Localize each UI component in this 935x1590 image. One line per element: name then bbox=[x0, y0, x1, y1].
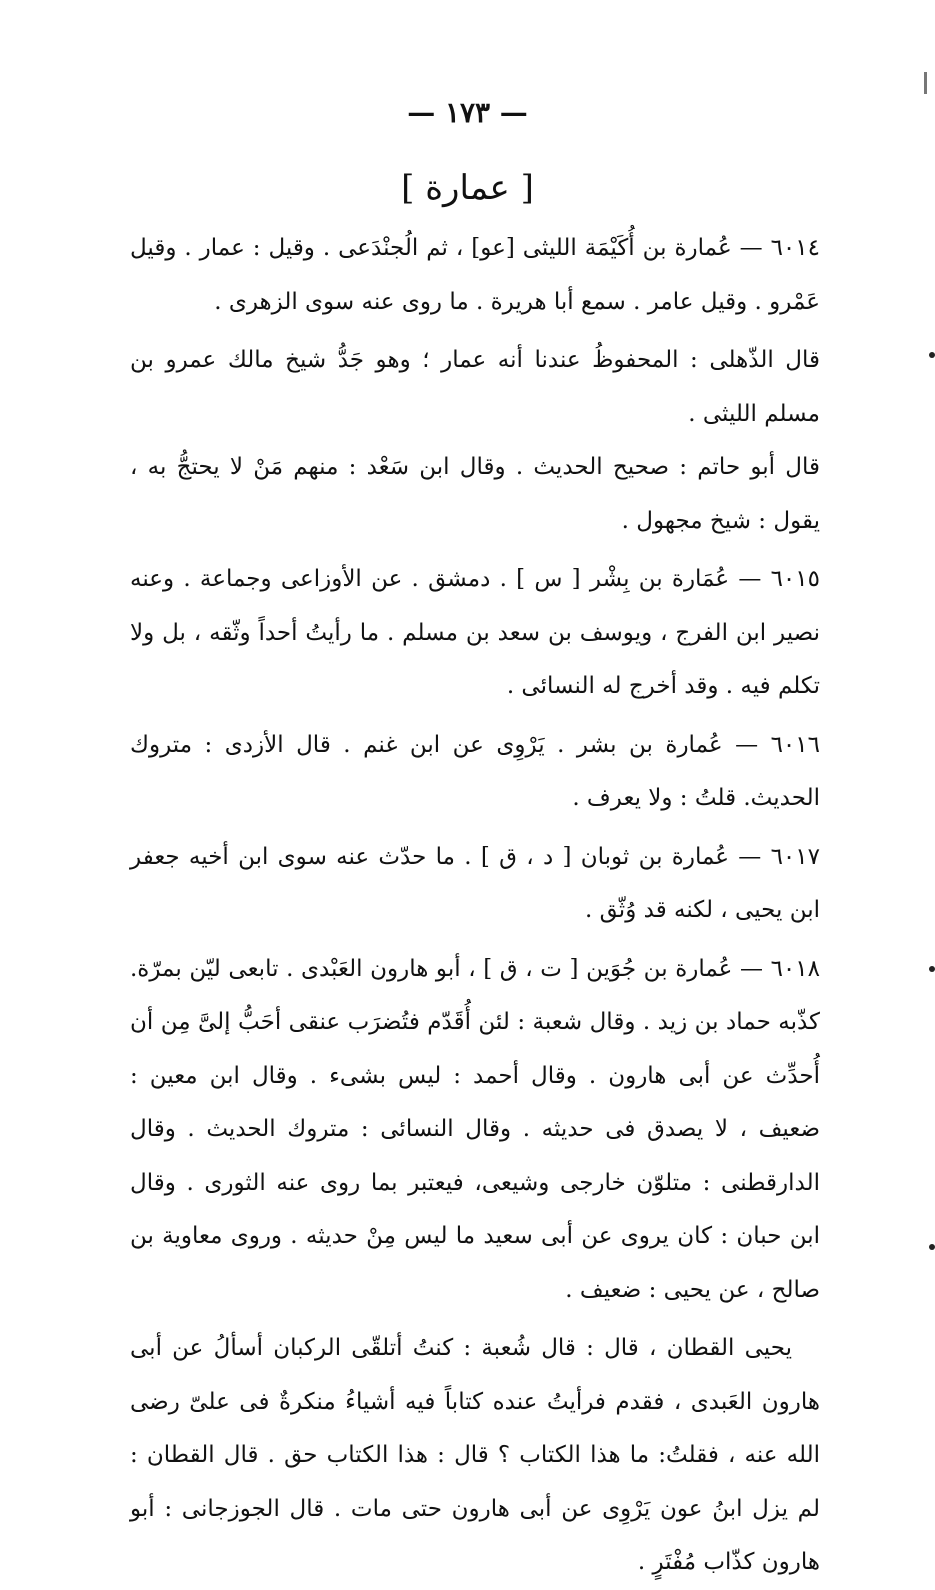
margin-dot bbox=[929, 1244, 935, 1250]
margin-dot bbox=[929, 966, 935, 972]
qattan-note: يحيى القطان ، قال : قال شُعبة : كنتُ أتلقّى الركبان أسألُ عن أبى هارون العَبدى ، فقدم فرأيتُ عنده كتاباً فيه أشياءُ منكرةٌ فى علىّ رضى الله عنه ، فقلتُ: ما هذا الكتاب ؟ قال : هذا الكتاب حق . قال القطان : لم يزل ابنُ عون يَرْوِى عن أبى هارون حتى مات . قال الجوزجانى : أبو هارون كذّاب مُفْتَرٍ . bbox=[130, 1335, 820, 1575]
entry-6018: ٦٠١٨ — عُمارة بن جُوَين [ ت ، ق ] ، أبو هارون العَبْدى . تابعى ليّن بمرّة. كذّبه حماد بن زيد . وقال شعبة : لئن أُقَدّم فتُضرَب عنقى أحَبُّ إلىَّ مِن أن أُحدِّث عن أبى هارون . وقال أحمد : ليس بشىء . وقال ابن معين : ضعيف ، لا يصدق فى حديثه . وقال النسائى : متروك الحديث . وقال الدارقطنى : متلوّن خارجى وشيعى، فيعتبر بما روى عنه الثورى . وقال ابن حبان : كان يروى عن أبى سعيد ما ليس مِنْ حديثه . وروى معاوية بن صالح ، عن يحيى : ضعيف . bbox=[130, 955, 820, 1303]
margin-dot bbox=[929, 352, 935, 358]
abu-hatim-note: قال أبو حاتم : صحيح الحديث . وقال ابن سَعْد : منهم مَنْ لا يحتجُّ به ، يقول : شيخ مجهول . bbox=[130, 454, 820, 534]
entry-6017: ٦٠١٧ — عُمارة بن ثوبان [ د ، ق ] . ما حدّث عنه سوى ابن أخيه جعفر ابن يحيى ، لكنه قد وُثّق . bbox=[130, 843, 820, 923]
dhuhli-note: قال الذّهلى : المحفوظُ عندنا أنه عمار ؛ وهو جَدُّ شيخ مالك عمرو بن مسلم الليثى . bbox=[130, 347, 820, 427]
entry-6014: ٦٠١٤ — عُمارة بن أُكَيْمَة الليثى [عو] ، ثم الُجنْدَعى . وقيل : عمار . وقيل عَمْرو . وقيل عامر . سمع أبا هريرة . ما روى عنه سوى الزهرى . bbox=[130, 235, 820, 315]
section-heading: [ عمارة ] bbox=[401, 168, 534, 208]
body-text bbox=[130, 222, 820, 1590]
page-number: — ١٧٣ — bbox=[407, 96, 528, 129]
entry-6016: ٦٠١٦ — عُمارة بن بشر . يَرْوِى عن ابن غنم . قال الأزدى : متروك الحديث. قلتُ : ولا يعرف . bbox=[130, 731, 820, 811]
margin-tick bbox=[924, 72, 927, 94]
entry-6015: ٦٠١٥ — عُمَارة بن بِشْر [ س ] . دمشق . عن الأوزاعى وجماعة . وعنه نصير ابن الفرج ، ويوسف بن سعد بن مسلم . ما رأيتُ أحداً وثّقه ، بل ولا تكلم فيه . وقد أخرج له النسائى . bbox=[130, 566, 820, 699]
